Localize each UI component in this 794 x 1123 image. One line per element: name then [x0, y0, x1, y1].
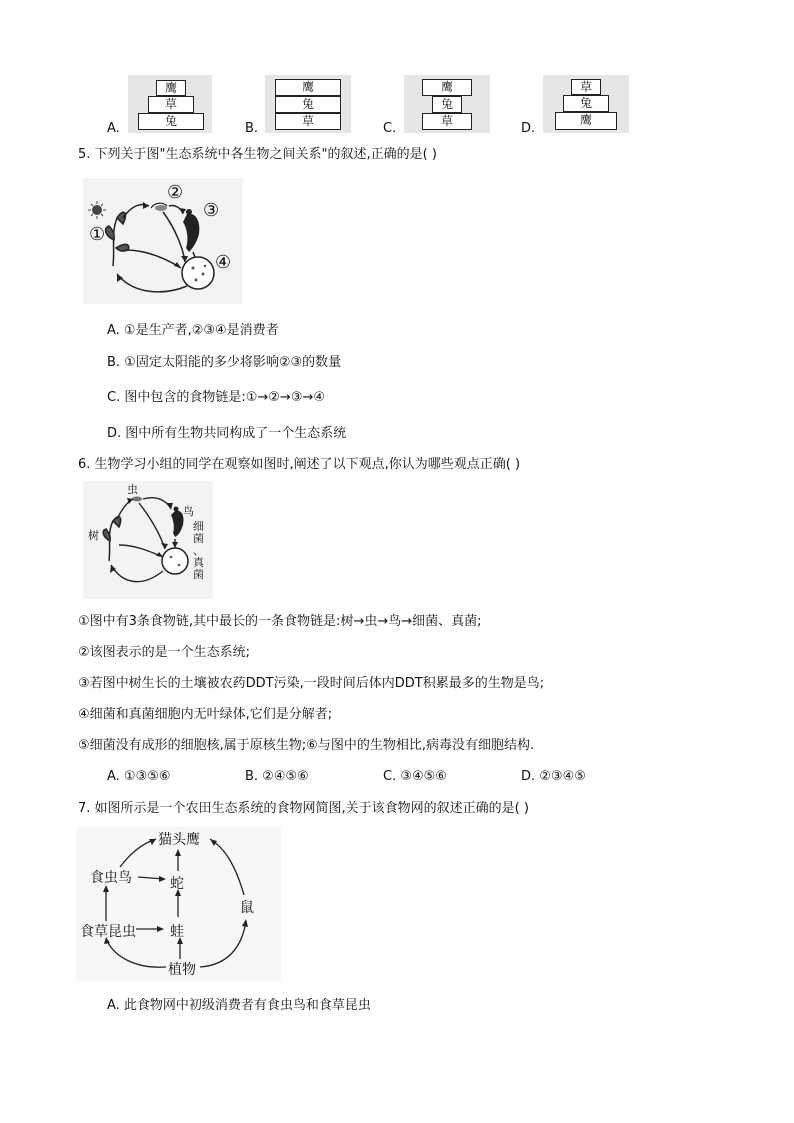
- node-insectivorous-bird: 食虫鸟: [90, 870, 132, 886]
- node-mouse: 鼠: [240, 900, 254, 916]
- bird-icon: [183, 209, 199, 252]
- q6-statement-1: ①图中有3条食物链,其中最长的一条食物链是:树→虫→鸟→细菌、真菌;: [78, 614, 482, 629]
- q6-option-b[interactable]: B. ②④⑤⑥: [245, 769, 309, 784]
- pyramid-level-top: 鹰: [422, 79, 472, 96]
- q5-option-b[interactable]: B. ①固定太阳能的多少将影响②③的数量: [107, 355, 342, 370]
- q4-option-b-letter[interactable]: B.: [245, 121, 259, 136]
- q6-option-a[interactable]: A. ①③⑤⑥: [107, 769, 171, 784]
- label-tree: 树: [88, 529, 99, 542]
- q4-option-c-letter[interactable]: C.: [383, 121, 397, 136]
- q5-option-a[interactable]: A. ①是生产者,②③④是消费者: [107, 323, 279, 338]
- q4-option-d-letter[interactable]: D.: [521, 121, 536, 136]
- q6-ecosystem-figure: [83, 481, 213, 599]
- pyramid-level-bottom: 草: [275, 113, 341, 130]
- figure-label-1: ①: [89, 224, 106, 245]
- decomposer-icon: [162, 548, 188, 574]
- q4-option-b-pyramid[interactable]: [265, 75, 351, 133]
- q6-option-d[interactable]: D. ②③④⑤: [521, 769, 586, 784]
- q6-statement-4: ④细菌和真菌细胞内无叶绿体,它们是分解者;: [78, 707, 333, 722]
- sun-icon: [88, 201, 106, 219]
- label-insect: 虫: [127, 483, 138, 496]
- pyramid-level-bottom: 兔: [138, 113, 204, 130]
- bird-icon: [171, 507, 184, 538]
- q5-ecosystem-figure: [83, 178, 243, 304]
- q7-option-a[interactable]: A. 此食物网中初级消费者有食虫鸟和食草昆虫: [107, 998, 371, 1013]
- q6-statement-3: ③若图中树生长的土壤被农药DDT污染,一段时间后体内DDT积累最多的生物是鸟;: [78, 676, 545, 691]
- q6-statement-2: ②该图表示的是一个生态系统;: [78, 645, 251, 660]
- q4-option-a-letter[interactable]: A.: [107, 121, 120, 136]
- q5-option-d[interactable]: D. 图中所有生物共同构成了一个生态系统: [107, 426, 347, 441]
- pyramid-level-middle: 兔: [563, 95, 609, 112]
- figure-label-2: ②: [167, 182, 184, 203]
- pyramid-level-middle: 草: [148, 96, 194, 113]
- figure-label-3: ③: [203, 200, 220, 221]
- q6-statement-5: ⑤细菌没有成形的细胞核,属于原核生物;⑥与图中的生物相比,病毒没有细胞结构.: [78, 738, 535, 753]
- figure-label-4: ④: [215, 252, 232, 273]
- pyramid-level-top: 草: [571, 79, 601, 95]
- label-decomposer: 细 菌 、 真 菌: [193, 520, 204, 581]
- q6-option-c[interactable]: C. ③④⑤⑥: [383, 769, 447, 784]
- q5-option-c[interactable]: C. 图中包含的食物链是:①→②→③→④: [107, 390, 326, 405]
- insect-icon: [132, 497, 142, 502]
- q7-food-web-figure: [76, 827, 281, 982]
- pyramid-level-middle: 兔: [432, 96, 462, 113]
- pyramid-level-top: 鹰: [275, 79, 341, 96]
- node-snake: 蛇: [170, 876, 184, 892]
- plant-icon: [106, 212, 129, 266]
- node-frog: 蛙: [170, 924, 184, 940]
- insect-icon: [151, 203, 167, 211]
- pyramid-level-middle: 兔: [275, 96, 341, 113]
- pyramid-level-top: 鹰: [156, 80, 186, 96]
- label-bird: 鸟: [183, 505, 194, 518]
- q4-option-a-pyramid[interactable]: [128, 75, 212, 133]
- node-plant: 植物: [168, 962, 196, 978]
- q6-stem: 6. 生物学习小组的同学在观察如图时,阐述了以下观点,你认为哪些观点正确( ): [78, 457, 521, 472]
- pyramid-level-bottom: 草: [422, 113, 472, 130]
- q5-stem: 5. 下列关于图"生态系统中各生物之间关系"的叙述,正确的是( ): [78, 147, 437, 162]
- pyramid-level-bottom: 鹰: [555, 112, 617, 130]
- node-owl: 猫头鹰: [158, 832, 200, 848]
- q4-option-c-pyramid[interactable]: [404, 75, 490, 133]
- node-herbivorous-insect: 食草昆虫: [80, 924, 136, 940]
- tree-icon: [103, 517, 120, 561]
- q7-stem: 7. 如图所示是一个农田生态系统的食物网简图,关于该食物网的叙述正确的是( ): [78, 801, 529, 816]
- decomposer-icon: [182, 257, 214, 289]
- q4-option-d-pyramid[interactable]: [543, 75, 629, 133]
